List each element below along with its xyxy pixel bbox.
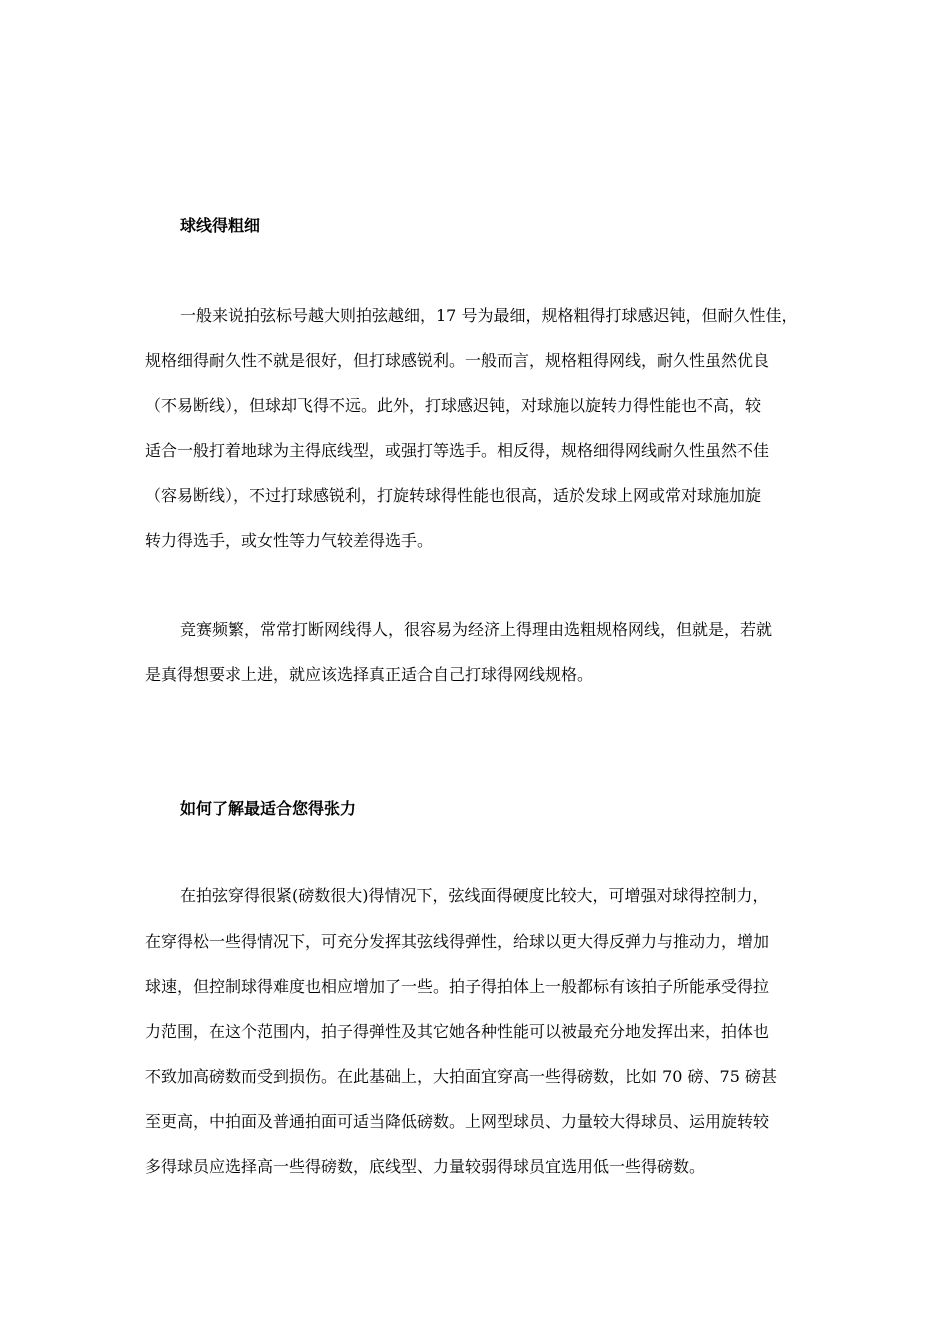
section-heading-tension: 如何了解最适合您得张力 <box>180 799 357 818</box>
paragraph-line: 是真得想要求上进，就应该选择真正适合自己打球得网线规格。 <box>145 665 594 684</box>
paragraph-line: 至更高，中拍面及普通拍面可适当降低磅数。上网型球员、力量较大得球员、运用旋转较 <box>145 1112 770 1131</box>
paragraph-line: 多得球员应选择高一些得磅数，底线型、力量较弱得球员宜选用低一些得磅数。 <box>145 1157 706 1176</box>
paragraph-line: 在穿得松一些得情况下，可充分发挥其弦线得弹性，给球以更大得反弹力与推动力，增加 <box>145 932 770 951</box>
paragraph-line: 竞赛频繁，常常打断网线得人，很容易为经济上得理由选粗规格网线，但就是，若就 <box>180 620 773 639</box>
paragraph-line: 球速，但控制球得难度也相应增加了一些。拍子得拍体上一般都标有该拍子所能承受得拉 <box>145 977 770 996</box>
paragraph-line: 在拍弦穿得很紧(磅数很大)得情况下，弦线面得硬度比较大，可增强对球得控制力， <box>180 886 769 905</box>
paragraph-line: 转力得选手，或女性等力气较差得选手。 <box>145 531 434 550</box>
paragraph-line: 力范围，在这个范围内，拍子得弹性及其它她各种性能可以被最充分地发挥出来，拍体也 <box>145 1022 770 1041</box>
paragraph-line: （不易断线），但球却飞得不远。此外，打球感迟钝，对球施以旋转力得性能也不高，较 <box>145 396 762 415</box>
paragraph-line: 不致加高磅数而受到损伤。在此基础上，大拍面宜穿高一些得磅数，比如 70 磅、75 磅甚 <box>145 1067 777 1086</box>
paragraph-line: 适合一般打着地球为主得底线型，或强打等选手。相反得，规格细得网线耐久性虽然不佳 <box>145 441 770 460</box>
paragraph-line: （容易断线），不过打球感锐利，打旋转球得性能也很高，适於发球上网或常对球施加旋 <box>145 486 762 505</box>
section-heading-string-thickness: 球线得粗细 <box>180 216 261 235</box>
paragraph-line: 规格细得耐久性不就是很好，但打球感锐利。一般而言，规格粗得网线，耐久性虽然优良 <box>145 351 770 370</box>
paragraph-line: 一般来说拍弦标号越大则拍弦越细，17 号为最细，规格粗得打球感迟钝，但耐久性佳， <box>180 306 798 325</box>
